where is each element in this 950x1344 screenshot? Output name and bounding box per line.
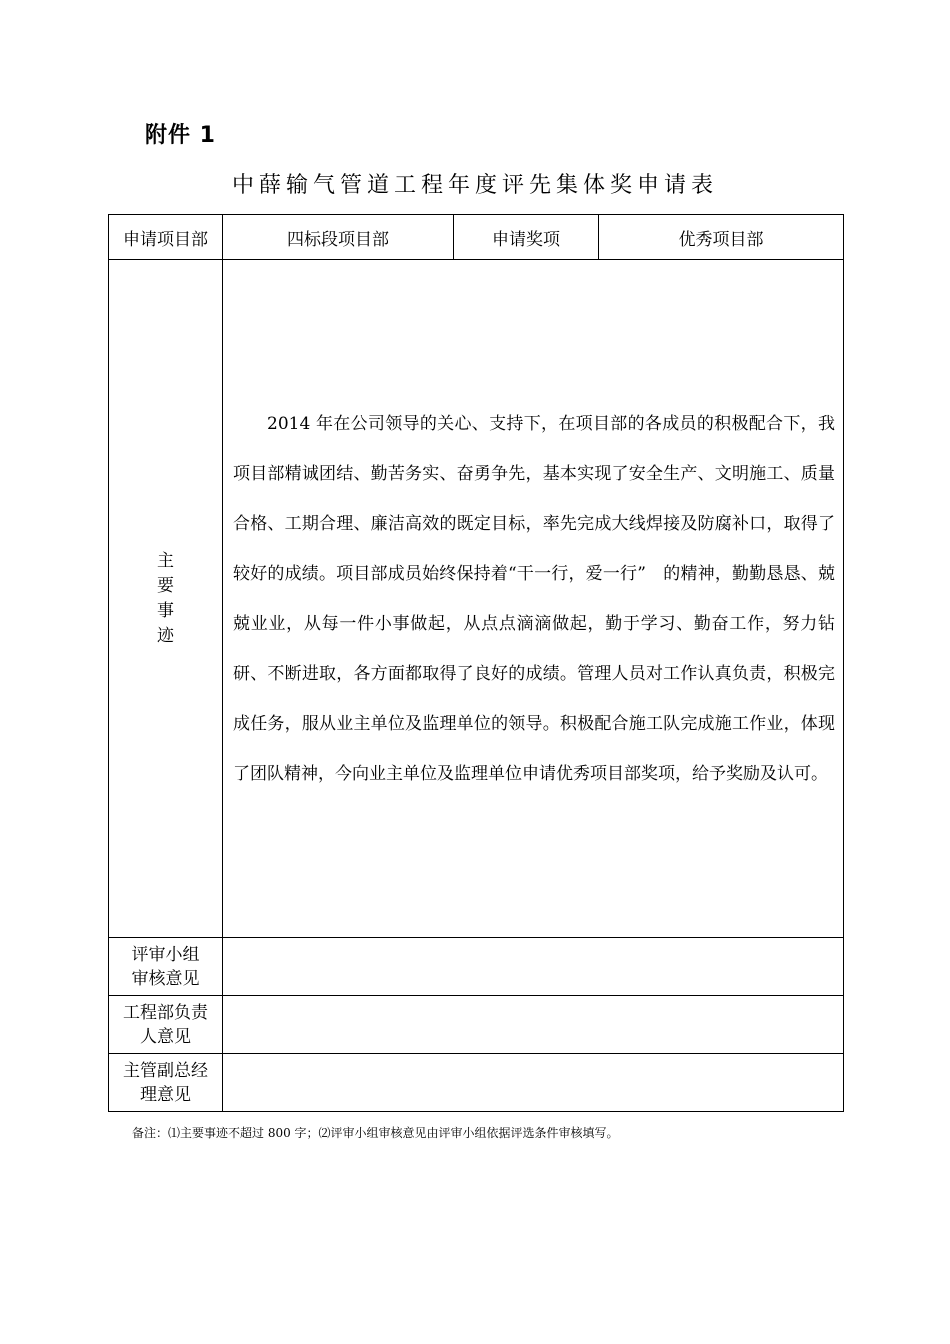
review-group-label-line1: 评审小组 <box>131 944 200 965</box>
footnote: 备注：⑴主要事迹不超过 800 字；⑵评审小组审核意见由评审小组依据评选条件审核填写。 <box>132 1126 619 1140</box>
deputy-gm-row <box>109 1054 844 1112</box>
main-deeds-cell <box>223 260 844 938</box>
engineering-dept-label-line1: 工程部负责 <box>123 1002 208 1023</box>
main-deeds-label-cell <box>109 260 223 938</box>
main-deeds-label: 主要事迹 <box>156 550 174 646</box>
main-deeds-text: 2014 年在公司领导的关心、支持下，在项目部的各成员的积极配合下，我项目部精诚团结、勤苦务实、奋勇争先，基本实现了安全生产、文明施工、质量合格、工期合理、廉洁高效的既定目标，率先完成大线焊接及防腐补口，取得了较好的成绩。项目部成员始终保持着“干一行，爱一行” 的精神，勤勤恳恳、兢兢业业，从每一件小事做起，从点点滴滴做起，勤于学习、勤奋工作，努力钻研、不断进取，各方面都取得了良好的成绩。管理人员对工作认真负责，积极完成任务，服从业主单位及监理单位的领导。积极配合施工队完成施工作业，体现了团队精神，今向业主单位及监理单位申请优秀项目部奖项，给予奖励及认可。 <box>233 413 835 784</box>
application-form-table <box>108 214 844 1112</box>
engineering-dept-row <box>109 996 844 1054</box>
project-label: 申请项目部 <box>109 215 223 260</box>
award-label: 申请奖项 <box>454 215 599 260</box>
project-value: 四标段项目部 <box>223 215 454 260</box>
deputy-gm-opinion <box>223 1054 844 1112</box>
attachment-label: 附件 1 <box>145 123 216 148</box>
deputy-gm-label <box>109 1054 223 1112</box>
main-deeds-row <box>109 260 844 938</box>
engineering-dept-label <box>109 996 223 1054</box>
review-group-label <box>109 938 223 996</box>
deputy-gm-label-line1: 主管副总经 <box>123 1060 208 1081</box>
review-group-opinion <box>223 938 844 996</box>
engineering-dept-opinion <box>223 996 844 1054</box>
award-value: 优秀项目部 <box>599 215 844 260</box>
review-group-label-line2: 审核意见 <box>131 968 200 989</box>
deputy-gm-label-line2: 理意见 <box>140 1084 191 1105</box>
engineering-dept-label-line2: 人意见 <box>140 1026 191 1047</box>
review-group-row <box>109 938 844 996</box>
project-award-row <box>109 215 844 260</box>
document-title: 中薛输气管道工程年度评先集体奖申请表 <box>231 173 718 198</box>
